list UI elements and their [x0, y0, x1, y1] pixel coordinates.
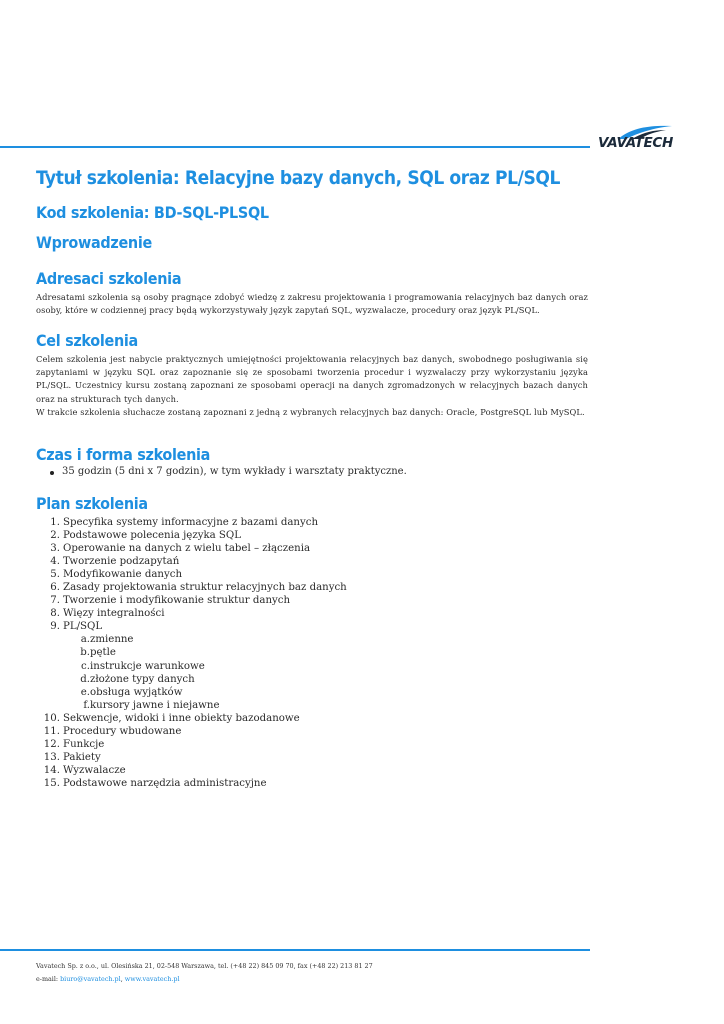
email-link[interactable]: biuro@vavatech.pl — [60, 974, 121, 983]
list-item — [36, 466, 407, 477]
logo-wordmark: VAVATECH — [598, 135, 673, 151]
plan-item-number: 10. — [43, 712, 60, 724]
plan-item-text: Wyzwalacze — [63, 764, 126, 776]
plan-item-text: Funkcje — [63, 738, 105, 750]
plan-item-number: 9. — [50, 621, 60, 633]
plan-item-number: 4. — [50, 556, 60, 568]
plan-item-number: 8. — [50, 608, 60, 620]
plan-item-text: PL/SQL — [63, 621, 103, 633]
plan-item-number: a. — [80, 634, 90, 646]
plan-item-number: 15. — [43, 777, 60, 789]
plan-item-number: 6. — [50, 582, 60, 594]
plan-item-text: Procedury wbudowane — [63, 725, 182, 737]
footer-contact — [36, 973, 373, 986]
plan-item-text: Zasady projektowania struktur relacyjnych baz danych — [63, 582, 347, 594]
bullet-icon — [50, 471, 54, 475]
goal-text: Celem szkolenia jest nabycie praktycznych umiejętności projektowania relacyjnych baz danych, swobodnego posługiwania się zapytaniami w języku SQL oraz zapoznanie się ze sposobami tworzenia procedur i wyzwalaczy przy wykorzystaniu języka PL/SQL. Uczestnicy kursu zostaną zapoznani ze sposobami operacji na danych zgromadzonych w relacyjnych bazach danych oraz na strukturach tych danych. — [36, 354, 588, 404]
plan-item-number: b. — [80, 647, 90, 659]
vavatech-logo — [598, 124, 692, 152]
duration-list — [36, 466, 407, 477]
plan-item-text: Pakiety — [63, 751, 101, 763]
footer-address: Vavatech Sp. z o.o., ul. Olesińska 21, 02-548 Warszawa, tel. (+48 22) 845 09 70, fax (+48 22) 213 81 27 — [36, 962, 373, 970]
plan-item-number: f. — [83, 699, 90, 711]
plan-item-text: Podstawowe narzędzia administracyjne — [63, 777, 267, 789]
goal-text-db: W trakcie szkolenia słuchacze zostaną zapoznani z jedną z wybranych relacyjnych baz danych: Oracle, PostgreSQL lub MySQL. — [36, 407, 585, 417]
plan-item-text: Modyfikowanie danych — [63, 569, 183, 581]
course-code: Kod szkolenia: BD-SQL-PLSQL — [36, 203, 269, 222]
plan-item-text: Sekwencje, widoki i inne obiekty bazodanowe — [63, 712, 300, 724]
plan-item-text: instrukcje warunkowe — [90, 660, 205, 672]
plan-item-text: pętle — [90, 647, 116, 659]
goal-heading: Cel szkolenia — [36, 331, 138, 350]
plan-item-number: 13. — [43, 751, 60, 763]
audience-text: Adresatami szkolenia są osoby pragnące zdobyć wiedzę z zakresu projektowania i programowania relacyjnych baz danych oraz osoby, które w codziennej pracy będą wykorzystywały język zapytań SQL, wyzwalacze, procedury oraz język PL/SQL. — [36, 292, 588, 316]
page-title: Tytuł szkolenia: Relacyjne bazy danych, SQL oraz PL/SQL — [36, 167, 560, 189]
plan-item-text: zmienne — [90, 634, 134, 646]
plan-item-text: Więzy integralności — [63, 608, 165, 620]
plan-item-number: d. — [80, 673, 90, 685]
plan-item-number: 1. — [50, 517, 60, 528]
email-label: e-mail: — [36, 974, 61, 983]
plan-item-number: 3. — [50, 543, 60, 555]
plan-item-number: 12. — [43, 738, 60, 750]
footer-separator: , — [120, 974, 125, 983]
duration-heading: Czas i forma szkolenia — [36, 445, 211, 464]
plan-item-text: Tworzenie i modyfikowanie struktur danych — [63, 595, 291, 607]
footer-rule — [0, 949, 590, 951]
plan-item-number: e. — [80, 686, 90, 698]
intro-heading: Wprowadzenie — [36, 233, 152, 252]
plan-item-number: 7. — [50, 595, 60, 607]
plan-item-number: 5. — [50, 569, 60, 581]
plan-item-number: 2. — [50, 530, 60, 542]
plan-item-text: złożone typy danych — [90, 673, 195, 685]
website-link[interactable]: www.vavatech.pl — [124, 974, 180, 983]
duration-text: 35 godzin (5 dni x 7 godzin), w tym wykłady i warsztaty praktyczne. — [62, 466, 407, 477]
plan-item-text: obsługa wyjątków — [90, 686, 183, 698]
plan-heading: Plan szkolenia — [36, 494, 148, 513]
plan-item-text: kursory jawne i niejawne — [90, 699, 220, 711]
plan-item-text: Tworzenie podzapytań — [63, 556, 180, 568]
footer — [36, 960, 373, 985]
plan-item-text: Operowanie na danych z wielu tabel – złączenia — [63, 543, 311, 555]
plan-item-text: Specyfika systemy informacyjne z bazami danych — [63, 517, 319, 528]
plan-item-text: Podstawowe polecenia języka SQL — [63, 530, 242, 542]
header-rule — [0, 146, 590, 148]
plan-item-number: c. — [81, 660, 90, 672]
audience-heading: Adresaci szkolenia — [36, 269, 182, 288]
plan-item-number: 14. — [43, 764, 60, 776]
plan-item-number: 11. — [43, 725, 60, 737]
